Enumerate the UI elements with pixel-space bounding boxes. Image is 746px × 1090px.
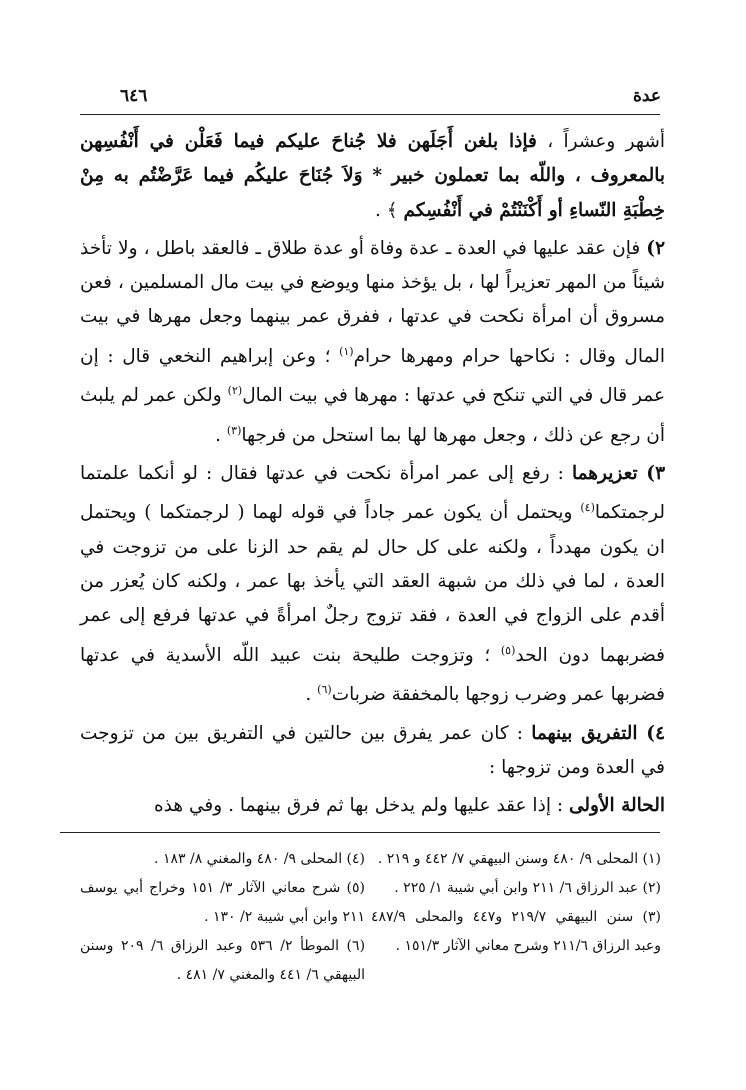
- paragraph-1: [80, 125, 665, 228]
- text: .: [305, 684, 318, 706]
- footnote-ref-3[interactable]: (٣): [226, 423, 242, 437]
- footnote-ref-5[interactable]: (٥): [500, 643, 516, 657]
- section-keyword: تعزيرهما: [571, 463, 647, 485]
- footnotes-right-column: [371, 845, 661, 961]
- footnote-2: (٢) عبد الرزاق ٦/ ٢١١ وابن أبي شيبة ١/ ٢٢٥ .: [394, 880, 661, 896]
- header-divider: [80, 114, 660, 115]
- section-number: ٣): [646, 463, 665, 485]
- case-1: [80, 789, 665, 823]
- running-title: عدة: [633, 86, 661, 106]
- page-number: ٦٤٦: [120, 86, 148, 106]
- footnote-3: (٣) سنن البيهقي ٢١٩/٧ و٤٤٧ والمحلى ٤٨٧/٩ وعبد الرزاق ٢١١/٦ وشرح معاني الآثار ١٥١/٣ .: [371, 909, 661, 954]
- section-3: [80, 457, 665, 713]
- footnote-1: (١) المحلى ٩/ ٤٨٠ وسنن البيهقي ٧/ ٤٤٢ و ٢١٩ .: [377, 851, 661, 867]
- text: فإن عقد عليها في العدة ـ عدة وفاة أو عدة طلاق ـ فالعقد باطل ، ولا تأخذ شيئاً من المهر تعزيراً لها ، بل يؤخذ منها ويوضع في بيت مال المسلمين ، فعن مسروق أن امرأة نكحت في عدتها ، ففرق عمر بينهما وجعل مهرها في بيت المال وقال : نكاحها حرام ومهرها حرام: [80, 237, 665, 367]
- footnote-4: (٤) المحلى ٩/ ٤٨٠ والمغني ٨/ ١٨٣ .: [154, 851, 365, 867]
- text: ولكن عمر لم يلبث أن رجع عن ذلك ، وجعل مهرها لها بما استحل من فرجها: [80, 385, 665, 446]
- body-text: [80, 125, 665, 824]
- footnote-5: (٥) شرح معاني الآثار ٣/ ١٥١ وخراج أبي يوسف ٢١١ وابن أبي شيبة ٢/ ١٣٠ .: [80, 880, 365, 925]
- section-number: ٢): [646, 237, 665, 259]
- text: ؛ وعن إبراهيم النخعي قال : إن عمر قال في التي تنكح في عدتها : مهرها في بيت المال: [80, 345, 665, 407]
- quran-quote: فإذا بلغن أَجَلَهن فلا جُناحَ عليكم فيما فَعَلْن في أَنْفُسِهن بالمعروف ، واللّه بما تعملون خبير * وَلاَ جُنَاحَ عليكُم فيما عَرَّضْتُم به مِنْ خِطْبَةِ النّساءِ أو أَكْنَنْتُمْ في أَنْفُسِكم: [80, 131, 665, 221]
- footnotes-left-column: [80, 845, 365, 990]
- footnote-divider: [60, 832, 660, 833]
- text: .: [215, 424, 227, 446]
- section-4: [80, 717, 665, 786]
- text: أشهر وعشراً ،: [536, 131, 665, 152]
- footnote-ref-6[interactable]: (٦): [317, 683, 332, 697]
- section-keyword: التفريق بينهما: [531, 722, 647, 744]
- text: ؛ وتزوجت طليحة بنت عبيد اللّه الأسدية في عدتها فضربها عمر وضرب زوجها بالمخفقة ضربات: [80, 644, 665, 706]
- footnote-ref-4[interactable]: (٤): [580, 501, 595, 515]
- text: ﴾ .: [374, 199, 404, 221]
- case-keyword: الحالة الأولى: [568, 795, 665, 817]
- footnote-ref-1[interactable]: (١): [339, 344, 354, 358]
- section-2: [80, 232, 665, 453]
- text: ويحتمل أن يكون عمر جاداً في قوله لهما ( لرجمتكما ) ويحتمل ان يكون مهدداً ، ولكنه على كل حال لم يقم حد الزنا على من تزوجت في العدة ، لما في ذلك من شبهة العقد التي يأخذ بها عمر ، ولكنه كان يُعزر من أقدم على الزواج في العدة ، فقد تزوج رجلٌ امرأةً في عدتها فرفع إلى عمر فضربهما دون الحد: [80, 502, 665, 666]
- footnote-6: (٦) الموطأ ٢/ ٥٣٦ وعبد الرزاق ٦/ ٢٠٩ وسنن البيهقي ٦/ ٤٤١ والمغني ٧/ ٤٨١ .: [80, 938, 366, 983]
- text: : إذا عقد عليها ولم يدخل بها ثم فرق بينهما . وفي هذه: [153, 795, 569, 817]
- footnote-ref-2[interactable]: (٢): [227, 384, 243, 398]
- section-number: ٤): [646, 722, 665, 744]
- text: : كان عمر يفرق بين حالتين في التفريق بين من تزوجت في العدة ومن تزوجها :: [80, 722, 665, 778]
- text: : رفع إلى عمر امرأة نكحت في عدتها فقال : لو أنكما علمتما لرجمتكما: [80, 463, 665, 524]
